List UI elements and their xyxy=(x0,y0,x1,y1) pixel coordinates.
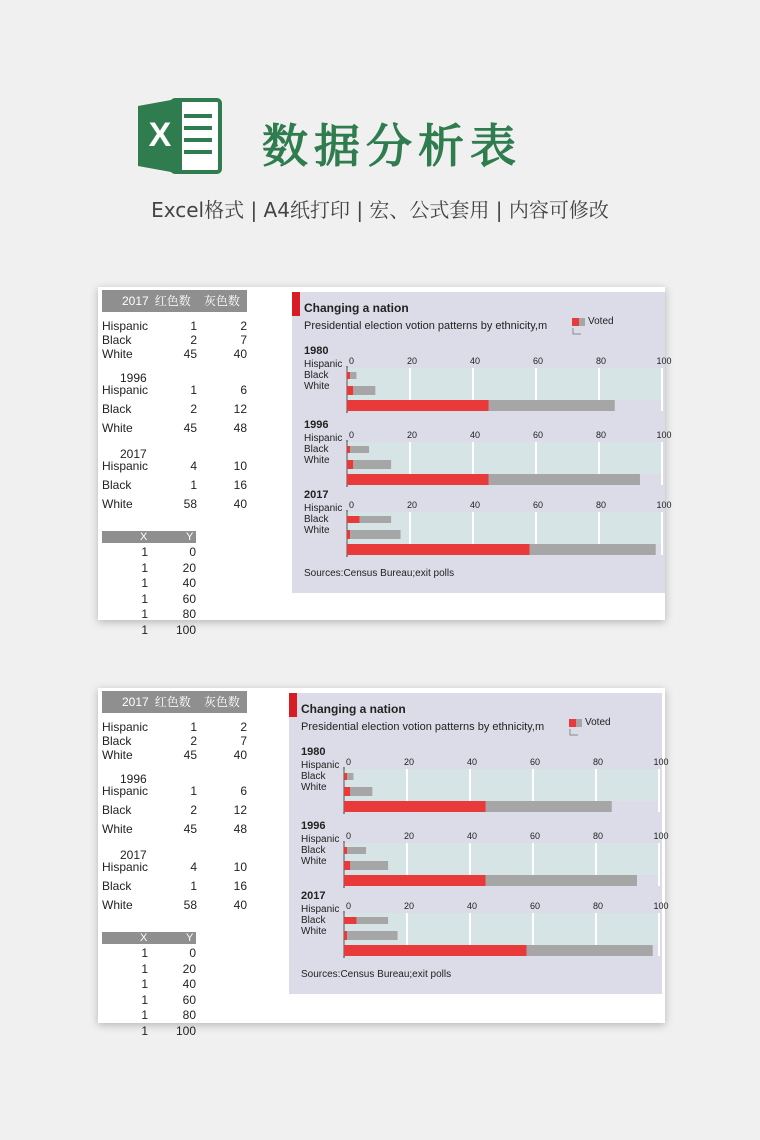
bar-red xyxy=(347,372,350,379)
xy-row xyxy=(102,1024,196,1038)
x-tick-label: 80 xyxy=(592,831,604,841)
row-red-value: 1 xyxy=(190,784,197,798)
row-red-value: 45 xyxy=(183,748,197,762)
row-red-value: 1 xyxy=(190,319,197,333)
xy-row xyxy=(102,1008,196,1022)
row-label: Black xyxy=(102,879,132,893)
bar-red xyxy=(344,945,527,956)
xy-y: 40 xyxy=(182,977,196,992)
panel-band xyxy=(344,843,659,875)
row-label: Hispanic xyxy=(102,319,149,333)
chart-source: Sources:Census Bureau;exit polls xyxy=(301,969,452,980)
bar-red xyxy=(347,400,489,411)
category-label: White xyxy=(304,381,330,392)
xy-row xyxy=(102,576,196,590)
chart-subtitle: Presidential election votion patterns by ethnicity,m xyxy=(304,320,548,332)
chart-source: Sources:Census Bureau;exit polls xyxy=(304,568,455,579)
table-row xyxy=(102,748,247,762)
header-year: 2017 xyxy=(122,695,149,709)
bar-red xyxy=(347,386,353,395)
row-label: Black xyxy=(102,402,132,416)
bar-red xyxy=(347,530,350,539)
xy-header-y: Y xyxy=(186,531,194,543)
legend-swatch-gray xyxy=(579,318,585,326)
panel-band xyxy=(347,368,662,400)
group-year-label: 1996 xyxy=(120,772,147,786)
sheet-preview-2 xyxy=(98,688,669,1038)
x-tick-label: 80 xyxy=(595,356,607,366)
row-label: Hispanic xyxy=(102,383,149,397)
table-row xyxy=(102,333,247,347)
xy-row xyxy=(102,946,196,960)
xy-x: 1 xyxy=(141,946,148,960)
chart-title: Changing a nation xyxy=(301,702,406,716)
chart-panel xyxy=(292,292,672,593)
x-tick-label: 100 xyxy=(656,430,672,440)
row-red-value: 45 xyxy=(183,421,197,435)
bar-gray xyxy=(489,400,615,411)
panel-year: 2017 xyxy=(304,489,329,501)
data-table xyxy=(102,290,247,637)
x-tick-label: 60 xyxy=(532,356,544,366)
group-year-label: 2017 xyxy=(120,447,147,461)
row-red-value: 45 xyxy=(183,822,197,836)
legend-swatch-red xyxy=(572,318,579,326)
row-red-value: 1 xyxy=(190,720,197,734)
chart-panel xyxy=(289,693,669,994)
chart-title: Changing a nation xyxy=(304,301,409,315)
legend-swatch-red xyxy=(569,719,576,727)
title-accent-bar xyxy=(292,292,300,316)
x-tick-label: 40 xyxy=(469,356,481,366)
xy-y: 80 xyxy=(182,607,196,622)
xy-x: 1 xyxy=(141,1008,148,1023)
row-gray-value: 48 xyxy=(233,421,247,435)
row-gray-value: 40 xyxy=(233,898,247,912)
header-red: 红色数据 xyxy=(154,294,191,330)
table-row xyxy=(102,347,247,361)
x-tick-label: 20 xyxy=(403,901,415,911)
row-label: White xyxy=(102,822,133,836)
category-label: White xyxy=(304,525,330,536)
table-row xyxy=(102,459,247,473)
x-tick-label: 20 xyxy=(403,757,415,767)
group-year-label: 1996 xyxy=(120,371,147,385)
x-tick-label: 100 xyxy=(656,356,672,366)
legend-swatch-gray xyxy=(576,719,582,727)
bar-gray xyxy=(347,773,353,780)
row-red-value: 1 xyxy=(190,478,197,492)
row-label: Hispanic xyxy=(102,784,149,798)
row-gray-value: 16 xyxy=(233,879,247,893)
table-row xyxy=(102,402,247,416)
chart-subtitle: Presidential election votion patterns by ethnicity,m xyxy=(301,721,545,733)
row-gray-value: 2 xyxy=(240,319,247,333)
x-tick-label: 20 xyxy=(406,356,418,366)
row-label: White xyxy=(102,421,133,435)
x-tick-label: 0 xyxy=(346,901,352,911)
x-tick-label: 0 xyxy=(346,757,352,767)
row-red-value: 1 xyxy=(190,383,197,397)
xy-y: 20 xyxy=(182,961,196,976)
table-row xyxy=(102,860,247,874)
x-tick-label: 60 xyxy=(529,831,541,841)
bar-gray xyxy=(360,516,392,523)
row-red-value: 2 xyxy=(190,402,197,416)
excel-logo-icon xyxy=(138,96,224,176)
x-tick-label: 80 xyxy=(595,430,607,440)
category-label: White xyxy=(301,856,327,867)
xy-x: 1 xyxy=(141,623,148,637)
row-red-value: 2 xyxy=(190,803,197,817)
row-gray-value: 40 xyxy=(233,748,247,762)
bar-red xyxy=(347,474,489,485)
x-tick-label: 40 xyxy=(466,901,478,911)
xy-x: 1 xyxy=(141,992,148,1007)
row-gray-value: 6 xyxy=(240,383,247,397)
row-label: White xyxy=(102,748,133,762)
header-gray: 灰色数据 xyxy=(203,695,240,731)
xy-x: 1 xyxy=(141,1024,148,1038)
xy-row xyxy=(102,962,196,976)
xy-y: 100 xyxy=(175,623,196,637)
data-table xyxy=(102,691,247,1038)
table-row xyxy=(102,478,247,492)
x-tick-label: 80 xyxy=(595,500,607,510)
bar-gray xyxy=(350,372,356,379)
category-label: Black xyxy=(301,845,326,856)
xy-x: 1 xyxy=(141,961,148,976)
row-gray-value: 40 xyxy=(233,497,247,511)
row-red-value: 1 xyxy=(190,879,197,893)
row-red-value: 58 xyxy=(183,497,197,511)
bar-gray xyxy=(350,530,400,539)
category-label: White xyxy=(301,926,327,937)
x-tick-label: 40 xyxy=(466,757,478,767)
xy-row xyxy=(102,607,196,621)
header-gray: 灰色数据 xyxy=(203,294,240,330)
bar-gray xyxy=(527,945,653,956)
chart-svg xyxy=(292,292,672,593)
xy-header-x: X xyxy=(140,932,148,944)
bar-red xyxy=(344,931,347,940)
bar-gray xyxy=(350,446,369,453)
xy-row xyxy=(102,977,196,991)
page-subtitle: Excel格式 | A4纸打印 | 宏、公式套用 | 内容可修改 xyxy=(151,198,609,222)
xy-y: 0 xyxy=(189,545,196,559)
row-gray-value: 6 xyxy=(240,784,247,798)
category-label: Hispanic xyxy=(301,834,340,845)
row-gray-value: 16 xyxy=(233,478,247,492)
x-tick-label: 60 xyxy=(532,500,544,510)
xy-y: 60 xyxy=(182,591,196,606)
x-tick-label: 0 xyxy=(349,500,355,510)
category-label: White xyxy=(301,782,327,793)
legend-bracket xyxy=(570,729,578,735)
row-label: Black xyxy=(102,803,132,817)
x-tick-label: 80 xyxy=(592,757,604,767)
table-row xyxy=(102,898,247,912)
table-row xyxy=(102,784,247,798)
group-year-label: 2017 xyxy=(120,848,147,862)
bar-red xyxy=(344,773,347,780)
xy-row xyxy=(102,993,196,1007)
xy-x: 1 xyxy=(141,591,148,606)
x-tick-label: 60 xyxy=(532,430,544,440)
panel-year: 1980 xyxy=(301,746,326,758)
category-label: Black xyxy=(304,514,329,525)
category-label: Black xyxy=(301,771,326,782)
xy-x: 1 xyxy=(141,607,148,622)
row-gray-value: 48 xyxy=(233,822,247,836)
xy-row xyxy=(102,592,196,606)
row-gray-value: 40 xyxy=(233,347,247,361)
x-tick-label: 0 xyxy=(349,430,355,440)
category-label: Hispanic xyxy=(304,433,343,444)
xy-header xyxy=(102,932,196,944)
panel-band xyxy=(347,512,662,544)
bar-red xyxy=(344,787,350,796)
row-red-value: 2 xyxy=(190,734,197,748)
bar-red xyxy=(347,460,353,469)
table-row xyxy=(102,497,247,511)
x-tick-label: 100 xyxy=(653,901,669,911)
x-tick-label: 100 xyxy=(656,500,672,510)
category-label: Hispanic xyxy=(301,760,340,771)
row-red-value: 58 xyxy=(183,898,197,912)
table-row xyxy=(102,803,247,817)
bar-gray xyxy=(489,474,640,485)
sheet-preview-1 xyxy=(98,287,672,637)
panel-band xyxy=(344,913,659,945)
x-tick-label: 40 xyxy=(469,500,481,510)
xy-header-x: X xyxy=(140,531,148,543)
bar-gray xyxy=(357,917,389,924)
x-tick-label: 20 xyxy=(406,500,418,510)
legend-label: Voted xyxy=(588,316,614,327)
legend-label: Voted xyxy=(585,717,611,728)
xy-y: 80 xyxy=(182,1008,196,1023)
x-tick-label: 60 xyxy=(529,757,541,767)
row-gray-value: 12 xyxy=(233,803,247,817)
category-label: White xyxy=(304,455,330,466)
header-red: 红色数据 xyxy=(154,695,191,731)
x-tick-label: 100 xyxy=(653,757,669,767)
panel-year: 1996 xyxy=(301,820,326,832)
page-title: 数据分析表 xyxy=(262,119,522,173)
row-label: White xyxy=(102,497,133,511)
bar-red xyxy=(344,861,350,870)
row-gray-value: 12 xyxy=(233,402,247,416)
bar-gray xyxy=(486,875,637,886)
bar-gray xyxy=(486,801,612,812)
bar-gray xyxy=(347,847,366,854)
table-row xyxy=(102,319,247,333)
bar-gray xyxy=(347,931,397,940)
xy-header-y: Y xyxy=(186,932,194,944)
x-tick-label: 60 xyxy=(529,901,541,911)
title-accent-bar xyxy=(289,693,297,717)
row-gray-value: 7 xyxy=(240,734,247,748)
x-tick-label: 100 xyxy=(653,831,669,841)
row-label: Black xyxy=(102,333,132,347)
row-label: Hispanic xyxy=(102,860,149,874)
bar-gray xyxy=(353,386,375,395)
category-label: Hispanic xyxy=(301,904,340,915)
category-label: Black xyxy=(301,915,326,926)
category-label: Hispanic xyxy=(304,503,343,514)
bar-red xyxy=(347,446,350,453)
xy-row xyxy=(102,561,196,575)
xy-row xyxy=(102,545,196,559)
xy-x: 1 xyxy=(141,560,148,575)
table-row xyxy=(102,734,247,748)
panel-band xyxy=(344,769,659,801)
bar-red xyxy=(344,847,347,854)
x-tick-label: 20 xyxy=(406,430,418,440)
row-label: Hispanic xyxy=(102,720,149,734)
bar-red xyxy=(347,544,530,555)
xy-y: 20 xyxy=(182,560,196,575)
bar-gray xyxy=(353,460,391,469)
panel-year: 1996 xyxy=(304,419,329,431)
panel-band xyxy=(347,442,662,474)
row-label: White xyxy=(102,898,133,912)
table-row xyxy=(102,879,247,893)
xy-x: 1 xyxy=(141,545,148,559)
row-gray-value: 7 xyxy=(240,333,247,347)
xy-x: 1 xyxy=(141,977,148,992)
xy-y: 0 xyxy=(189,946,196,960)
x-tick-label: 0 xyxy=(349,356,355,366)
chart-svg xyxy=(289,693,669,994)
row-label: Black xyxy=(102,478,132,492)
table-row xyxy=(102,822,247,836)
category-label: Black xyxy=(304,370,329,381)
bar-gray xyxy=(350,787,372,796)
x-tick-label: 40 xyxy=(469,430,481,440)
row-red-value: 45 xyxy=(183,347,197,361)
row-label: White xyxy=(102,347,133,361)
header xyxy=(0,0,760,240)
header-year: 2017 xyxy=(122,294,149,308)
xy-y: 40 xyxy=(182,576,196,591)
xy-x: 1 xyxy=(141,576,148,591)
row-label: Black xyxy=(102,734,132,748)
panel-year: 2017 xyxy=(301,890,326,902)
category-label: Hispanic xyxy=(304,359,343,370)
row-red-value: 4 xyxy=(190,459,197,473)
xy-header xyxy=(102,531,196,543)
category-label: Black xyxy=(304,444,329,455)
x-tick-label: 20 xyxy=(403,831,415,841)
table-row xyxy=(102,383,247,397)
row-gray-value: 10 xyxy=(233,459,247,473)
table-row xyxy=(102,720,247,734)
row-gray-value: 2 xyxy=(240,720,247,734)
logo-letter: X xyxy=(148,116,172,154)
x-tick-label: 0 xyxy=(346,831,352,841)
row-gray-value: 10 xyxy=(233,860,247,874)
bar-red xyxy=(344,917,357,924)
row-red-value: 4 xyxy=(190,860,197,874)
table-row xyxy=(102,421,247,435)
xy-y: 100 xyxy=(175,1024,196,1038)
x-tick-label: 40 xyxy=(466,831,478,841)
row-label: Hispanic xyxy=(102,459,149,473)
row-red-value: 2 xyxy=(190,333,197,347)
bar-red xyxy=(347,516,360,523)
bar-red xyxy=(344,875,486,886)
panel-year: 1980 xyxy=(304,345,329,357)
xy-row xyxy=(102,623,196,637)
bar-red xyxy=(344,801,486,812)
x-tick-label: 80 xyxy=(592,901,604,911)
bar-gray xyxy=(350,861,388,870)
bar-gray xyxy=(530,544,656,555)
xy-y: 60 xyxy=(182,992,196,1007)
legend-bracket xyxy=(573,328,581,334)
